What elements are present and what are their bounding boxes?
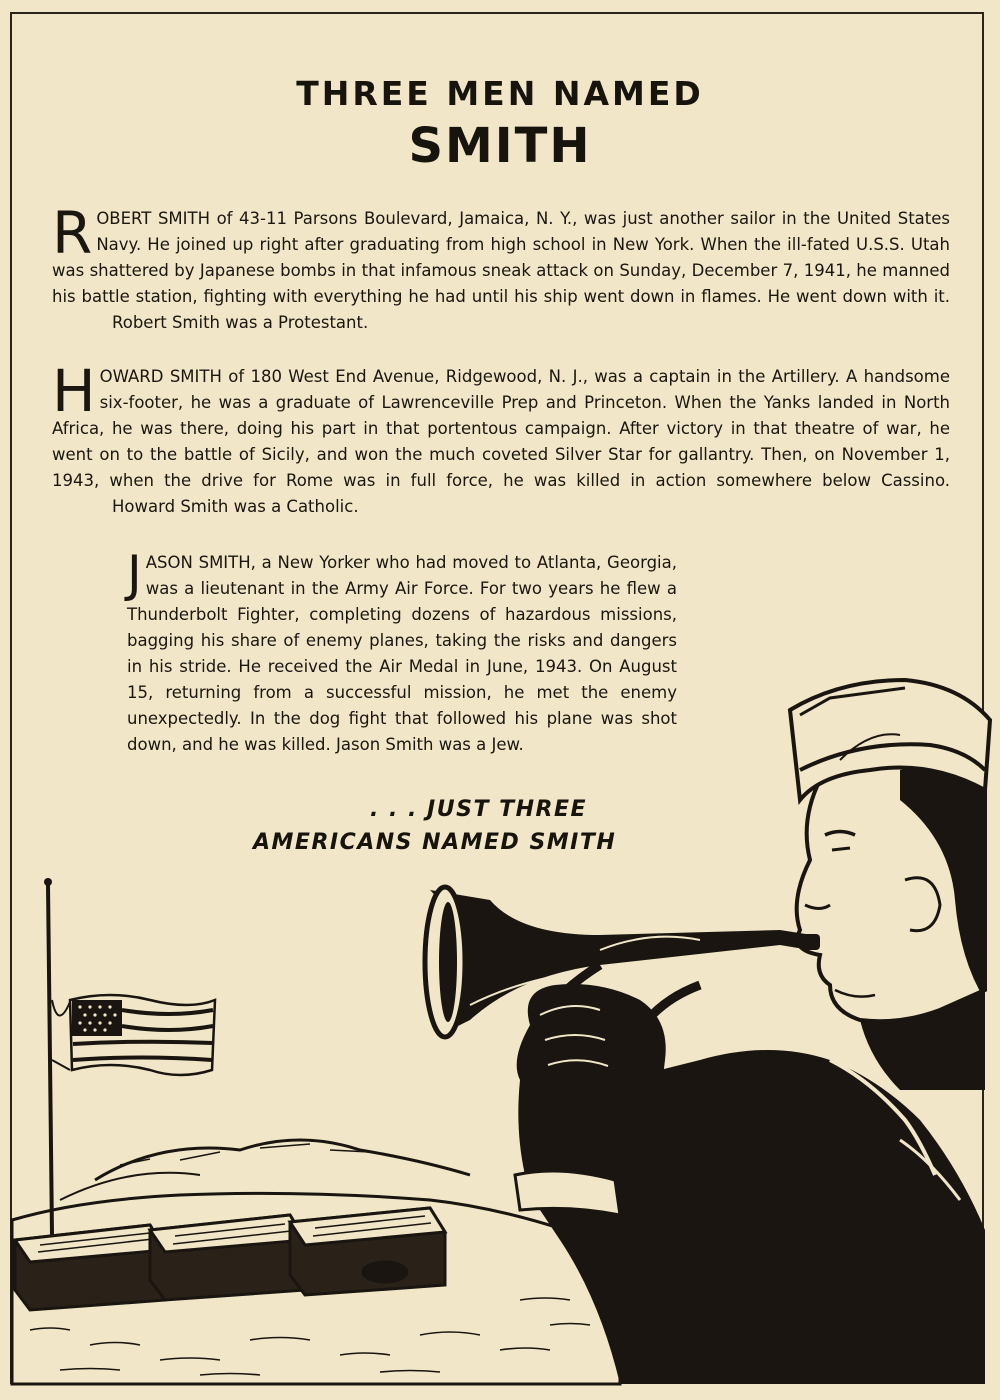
title-line-2: SMITH (408, 118, 592, 174)
paragraph-body: OWARD SMITH of 180 West End Avenue, Ridgewood, N. J., was a captain in the Artillery. A handsome six-footer, he was a graduate of Lawrenceville Prep and Princeton. When the Yanks landed in North Africa, he was there, doing his part in that portentous campaign. After victory in that theatre of war, he went on to the battle of Sicily, and won the much coveted Silver Star for gallantry. Then, on November 1, 1943, when the drive for Rome was in full force, he was killed in action somewhere below Cassino. (52, 367, 950, 490)
title-line-1: THREE MEN NAMED (296, 74, 704, 113)
paragraph-body: OBERT SMITH of 43-11 Parsons Boulevard, Jamaica, N. Y., was just another sailor in the United States Navy. He joined up right after graduating from high school in New York. When the ill-fated U.S.S. Utah was shattered by Japanese bombs in that infamous sneak attack on Sunday, December 7, 1941, he manned his battle station, fighting with everything he had until his ship went down in flames. He went down with it. (52, 209, 950, 306)
paragraph-body: ASON SMITH, a New Yorker who had moved to Atlanta, Georgia, was a lieutenant in the Army Air Force. For two years he flew a Thunderbolt Fighter, completing dozens of hazardous missions, bagging his share of enemy planes, taking the risks and dangers in his stride. He received the Air Medal in June, 1943. On August 15, returning from a successful mission, he met the enemy unexpectedly. In the dog fight that followed his plane was shot down, and he was killed. (127, 553, 677, 754)
flag-at-half-mast (44, 878, 215, 1235)
drop-cap: H (52, 357, 96, 425)
drop-cap: J (127, 545, 142, 603)
closing-line-2: AMERICANS NAMED SMITH (253, 830, 617, 855)
closing-line-1: . . . JUST THREE (370, 797, 588, 822)
paragraph-faith: Robert Smith was a Protestant. (112, 313, 369, 332)
paragraph-faith: Jason Smith was a Jew. (336, 735, 524, 754)
drop-cap: R (52, 199, 93, 267)
paragraph-faith: Howard Smith was a Catholic. (112, 497, 359, 516)
